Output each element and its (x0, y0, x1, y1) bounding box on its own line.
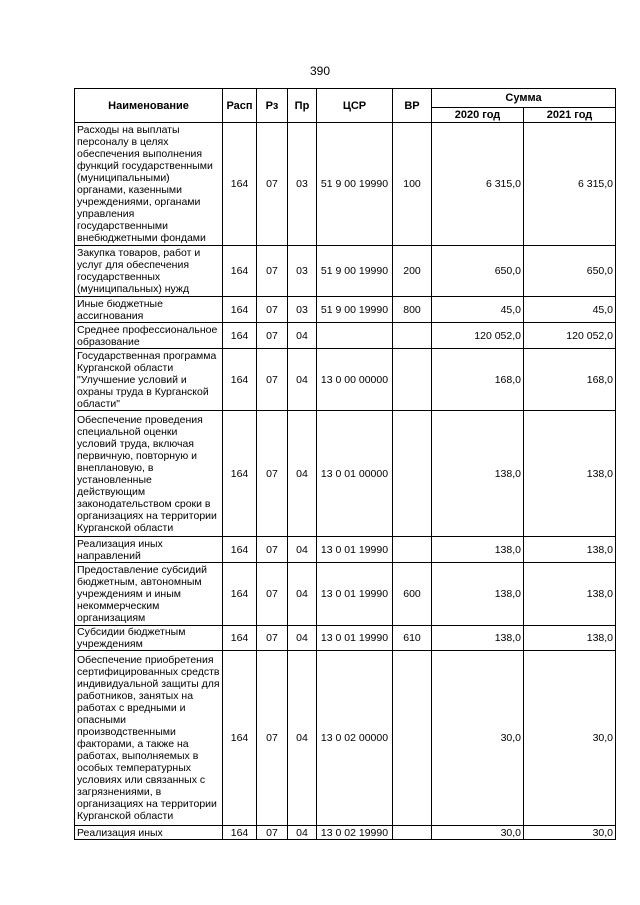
row-rasp: 164 (223, 323, 257, 349)
row-sum-2021: 138,0 (524, 626, 616, 651)
table-row (75, 246, 616, 297)
row-sum-2021: 30,0 (524, 826, 616, 840)
table-row (75, 297, 616, 323)
row-vr: 100 (393, 123, 432, 246)
row-csr: 51 9 00 19990 (317, 123, 393, 246)
table-row (75, 411, 616, 537)
row-vr: 200 (393, 246, 432, 297)
row-rz: 07 (257, 537, 288, 563)
row-rasp: 164 (223, 246, 257, 297)
page-number: 390 (309, 64, 331, 78)
row-sum-2020: 138,0 (432, 411, 524, 537)
row-sum-2020: 120 052,0 (432, 323, 524, 349)
row-rz: 07 (257, 297, 288, 323)
row-pr: 04 (288, 323, 317, 349)
row-rz: 07 (257, 626, 288, 651)
table-row (75, 826, 616, 840)
row-name: Предоставление субсидий бюджетным, автономным учреждениям и иным некоммерческим организациям (75, 563, 223, 626)
row-vr (393, 411, 432, 537)
header-rz: Рз (257, 89, 288, 123)
row-sum-2020: 138,0 (432, 563, 524, 626)
row-csr (317, 323, 393, 349)
row-pr: 04 (288, 349, 317, 411)
table-row (75, 349, 616, 411)
row-rz: 07 (257, 651, 288, 826)
row-vr: 610 (393, 626, 432, 651)
row-sum-2020: 138,0 (432, 626, 524, 651)
table-row (75, 626, 616, 651)
row-rz: 07 (257, 411, 288, 537)
row-rasp: 164 (223, 123, 257, 246)
table-row (75, 537, 616, 563)
row-sum-2020: 30,0 (432, 651, 524, 826)
row-sum-2020: 30,0 (432, 826, 524, 840)
row-name: Иные бюджетные ассигнования (75, 297, 223, 323)
header-row (75, 89, 616, 108)
row-sum-2021: 30,0 (524, 651, 616, 826)
row-name: Среднее профессиональное образование (75, 323, 223, 349)
row-vr (393, 826, 432, 840)
row-pr: 04 (288, 826, 317, 840)
row-rasp: 164 (223, 411, 257, 537)
header-sum: Сумма (432, 89, 616, 108)
row-vr (393, 651, 432, 826)
row-sum-2020: 168,0 (432, 349, 524, 411)
row-pr: 03 (288, 246, 317, 297)
row-sum-2021: 138,0 (524, 411, 616, 537)
row-pr: 04 (288, 626, 317, 651)
table-row (75, 123, 616, 246)
row-rz: 07 (257, 323, 288, 349)
header-name: Наименование (75, 89, 223, 123)
row-csr: 13 0 01 00000 (317, 411, 393, 537)
row-rasp: 164 (223, 651, 257, 826)
row-vr (393, 537, 432, 563)
row-name: Закупка товаров, работ и услуг для обеспечения государственных (муниципальных) нужд (75, 246, 223, 297)
row-pr: 04 (288, 537, 317, 563)
header-csr: ЦСР (317, 89, 393, 123)
row-vr (393, 323, 432, 349)
row-csr: 13 0 02 19990 (317, 826, 393, 840)
row-name: Обеспечение проведения специальной оценки условий труда, включая первичную, повторную и внеплановую, в установленные действующим законодательством сроки в организациях на территории Курганской области (75, 411, 223, 537)
row-sum-2021: 138,0 (524, 563, 616, 626)
row-sum-2021: 138,0 (524, 537, 616, 563)
row-rasp: 164 (223, 537, 257, 563)
budget-table (74, 88, 616, 840)
row-rz: 07 (257, 826, 288, 840)
row-csr: 13 0 01 19990 (317, 537, 393, 563)
header-rasp: Расп (223, 89, 257, 123)
row-csr: 13 0 00 00000 (317, 349, 393, 411)
header-pr: Пр (288, 89, 317, 123)
row-rasp: 164 (223, 826, 257, 840)
row-sum-2020: 650,0 (432, 246, 524, 297)
row-sum-2021: 168,0 (524, 349, 616, 411)
row-name: Обеспечение приобретения сертифицированных средств индивидуальной защиты для работников, занятых на работах с вредными и опасными производственными факторами, а также на работах, выполняемых в особых температурных условиях или связанных с загрязнениями, в организациях на территории Курганской области (75, 651, 223, 826)
header-2021: 2021 год (524, 108, 616, 123)
row-sum-2020: 138,0 (432, 537, 524, 563)
row-sum-2020: 45,0 (432, 297, 524, 323)
row-name: Расходы на выплаты персоналу в целях обеспечения выполнения функций государственными (муниципальными) органами, казенными учреждениями, органами управления государственными внебюджетными фондами (75, 123, 223, 246)
row-rasp: 164 (223, 626, 257, 651)
row-vr: 800 (393, 297, 432, 323)
row-pr: 04 (288, 651, 317, 826)
row-rz: 07 (257, 123, 288, 246)
row-pr: 04 (288, 411, 317, 537)
row-sum-2021: 650,0 (524, 246, 616, 297)
table-row (75, 563, 616, 626)
row-csr: 13 0 01 19990 (317, 626, 393, 651)
row-csr: 13 0 02 00000 (317, 651, 393, 826)
row-name: Субсидии бюджетным учреждениям (75, 626, 223, 651)
row-sum-2021: 45,0 (524, 297, 616, 323)
table-row (75, 323, 616, 349)
row-vr: 600 (393, 563, 432, 626)
header-vr: ВР (393, 89, 432, 123)
row-pr: 04 (288, 563, 317, 626)
table-row (75, 651, 616, 826)
row-rz: 07 (257, 563, 288, 626)
row-rz: 07 (257, 246, 288, 297)
row-sum-2021: 6 315,0 (524, 123, 616, 246)
row-name: Реализация иных (75, 826, 223, 840)
row-pr: 03 (288, 123, 317, 246)
row-sum-2021: 120 052,0 (524, 323, 616, 349)
row-name: Государственная программа Курганской области "Улучшение условий и охраны труда в Курганской области" (75, 349, 223, 411)
row-rasp: 164 (223, 297, 257, 323)
row-rz: 07 (257, 349, 288, 411)
row-rasp: 164 (223, 563, 257, 626)
row-csr: 13 0 01 19990 (317, 563, 393, 626)
row-vr (393, 349, 432, 411)
row-sum-2020: 6 315,0 (432, 123, 524, 246)
row-rasp: 164 (223, 349, 257, 411)
row-pr: 03 (288, 297, 317, 323)
row-name: Реализация иных направлений (75, 537, 223, 563)
row-csr: 51 9 00 19990 (317, 297, 393, 323)
row-csr: 51 9 00 19990 (317, 246, 393, 297)
header-2020: 2020 год (432, 108, 524, 123)
